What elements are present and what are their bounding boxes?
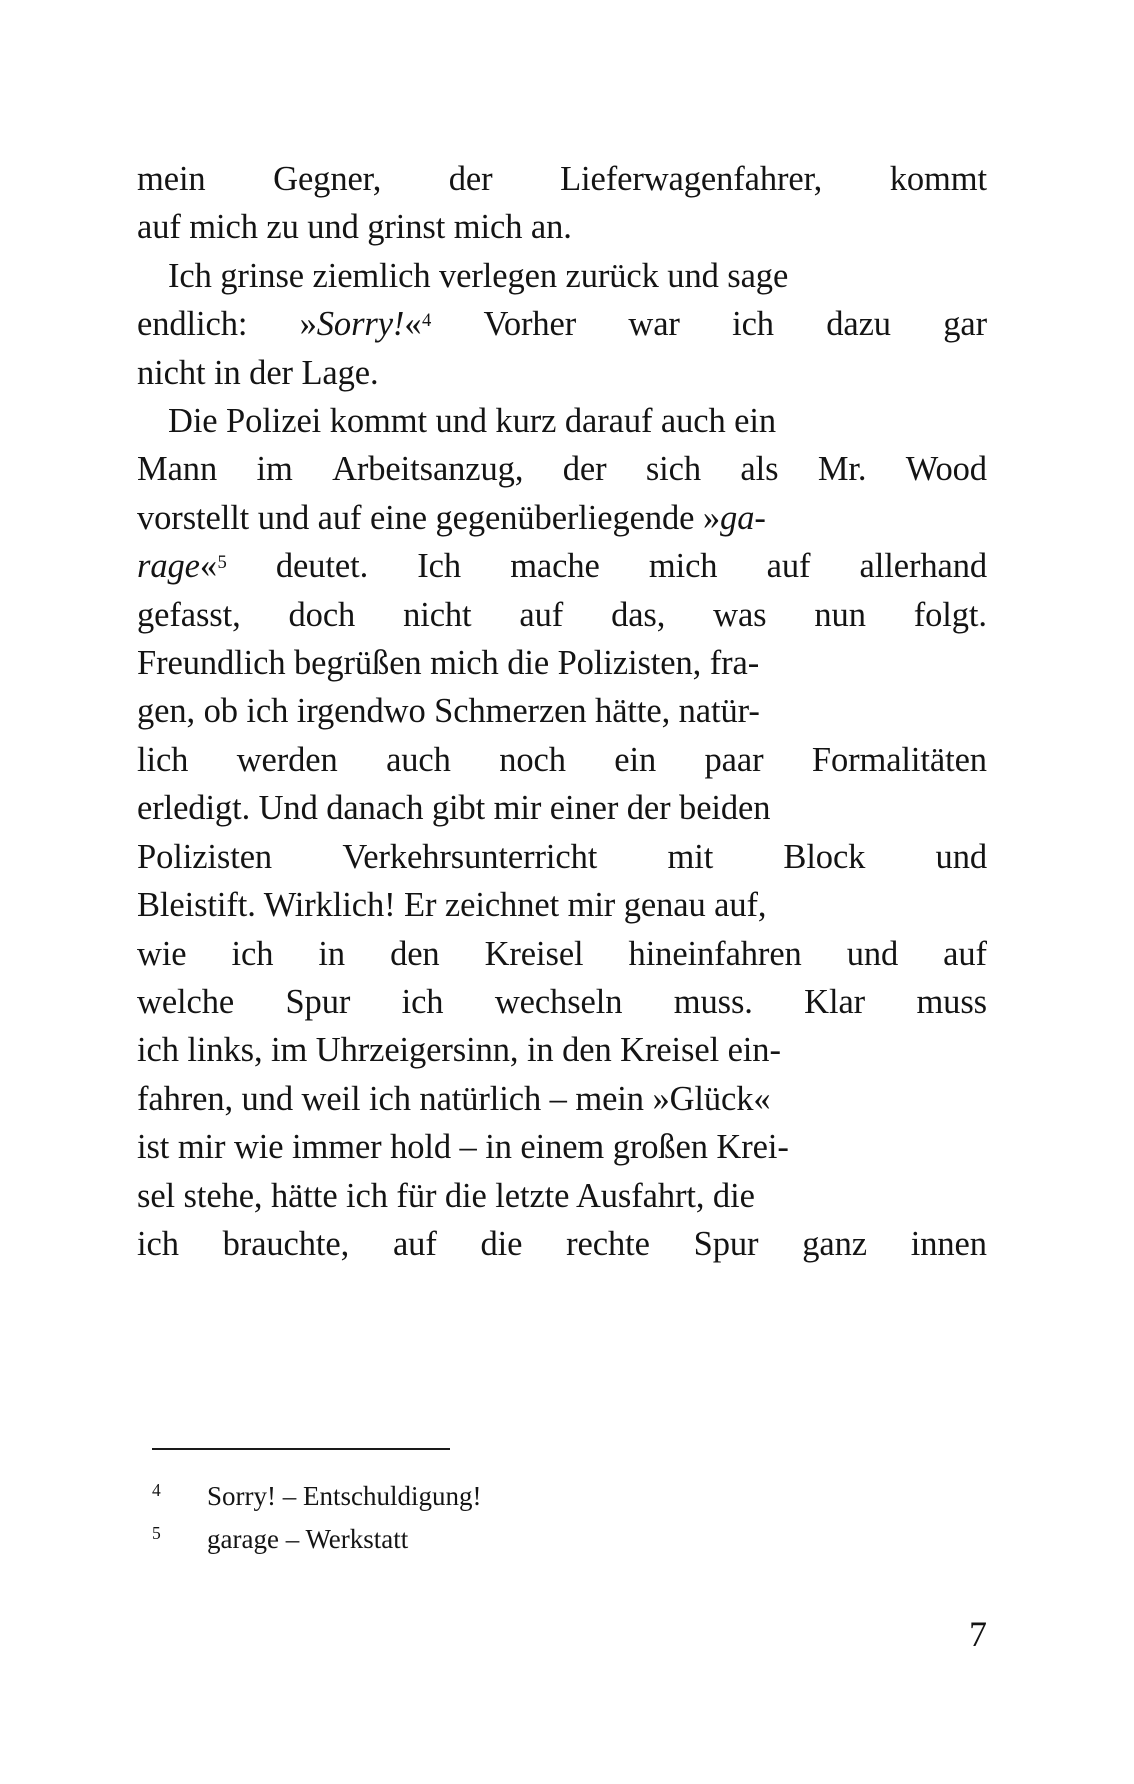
italic-term: rage [137, 547, 200, 586]
text-line: lich werden auch noch ein paar Formalitäten [137, 740, 987, 779]
text-line: rage«$^5$ deutet. Ich mache mich auf allerhand [137, 547, 987, 586]
text-line: ist mir wie immer hold – in einem großen Krei- [137, 1128, 789, 1167]
footnote-reference-4[interactable]: 4 [421, 309, 432, 331]
text-line: mein Gegner, der Lieferwagenfahrer, kommt [137, 160, 987, 198]
footnote-section [152, 1448, 972, 1562]
text-line: endlich: »Sorry!«$^4$ Vorher war ich dazu gar [137, 305, 987, 344]
text-line: welche Spur ich wechseln muss. Klar muss [137, 982, 987, 1021]
italic-term: Sorry! [316, 305, 405, 344]
paragraph [137, 397, 987, 1268]
text-line: erledigt. Und danach gibt mir einer der beiden [137, 789, 771, 828]
paragraph [137, 252, 987, 397]
text-line: wie ich in den Kreisel hineinfahren und auf [137, 934, 987, 973]
text-line: auf mich zu und grinst mich an. [137, 208, 572, 247]
footnote-item [152, 1476, 972, 1519]
footnote-text: garage – Werkstatt [207, 1524, 409, 1554]
paragraph [137, 155, 987, 252]
text-line: ich links, im Uhrzeigersinn, in den Kreisel ein- [137, 1031, 781, 1070]
text-line: Bleistift. Wirklich! Er zeichnet mir genau auf, [137, 886, 767, 925]
page-number: 7 [969, 1614, 987, 1654]
text-line: gefasst, doch nicht auf das, was nun folgt. [137, 595, 987, 634]
body-text-block [137, 155, 987, 1268]
text-line: Freundlich begrüßen mich die Polizisten, fra- [137, 644, 760, 683]
italic-term: ga- [720, 498, 766, 537]
text-line: Die Polizei kommt und kurz darauf auch ein [168, 402, 776, 441]
text-line: Polizisten Verkehrsunterricht mit Block und [137, 837, 987, 876]
footnote-item [152, 1519, 972, 1562]
text-line: Mann im Arbeitsanzug, der sich als Mr. Wood [137, 450, 987, 489]
text-line: ich brauchte, auf die rechte Spur ganz innen [137, 1224, 987, 1263]
footnote-marker: 5 [152, 1523, 161, 1543]
footnote-text: Sorry! – Entschuldigung! [207, 1481, 482, 1511]
text-line: vorstellt und auf eine gegenüberliegende »ga- [137, 498, 766, 537]
text-line: gen, ob ich irgendwo Schmerzen hätte, natür- [137, 692, 760, 731]
footnote-marker: 4 [152, 1480, 161, 1500]
footnote-separator-rule [152, 1448, 450, 1450]
text-line: fahren, und weil ich natürlich – mein »Glück« [137, 1079, 771, 1118]
footnote-reference-5[interactable]: 5 [217, 551, 227, 573]
text-line: Ich grinse ziemlich verlegen zurück und sage [168, 256, 789, 295]
text-line: sel stehe, hätte ich für die letzte Ausfahrt, die [137, 1176, 755, 1215]
text-line: nicht in der Lage. [137, 353, 379, 392]
